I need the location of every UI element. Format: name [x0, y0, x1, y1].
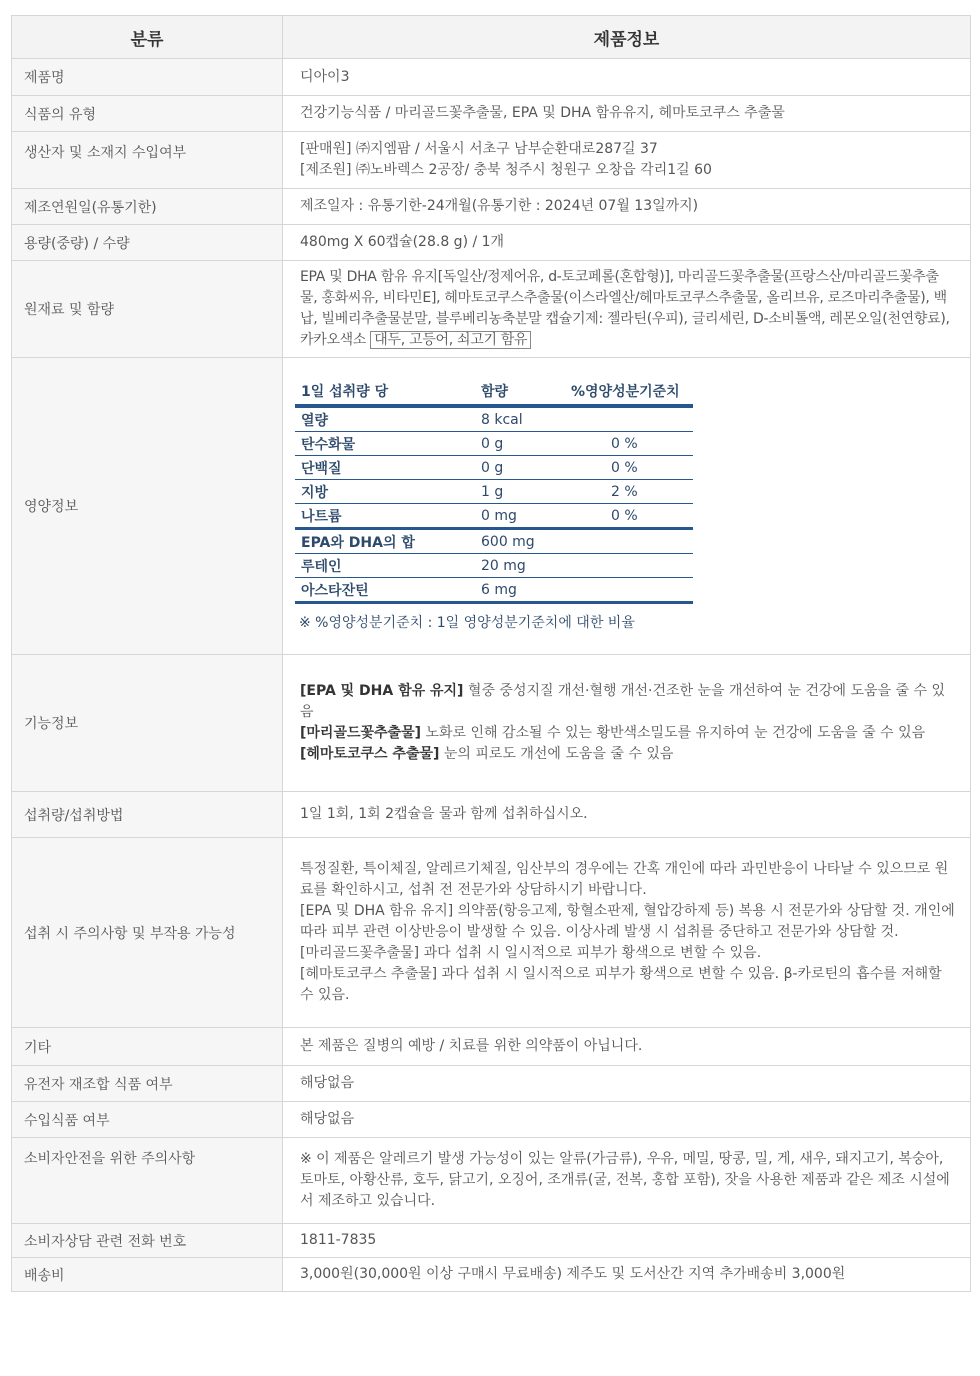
value-intake: 1일 1회, 1회 2캡슐을 물과 함께 섭취하십시오. [283, 792, 971, 838]
nutrition-row [295, 504, 693, 529]
row-gmo [12, 1066, 971, 1102]
row-caution [12, 838, 971, 1028]
ingredients-text: EPA 및 DHA 함유 유지[독일산/정제어유, d-토코페롤(혼합형)], 마리골드꽃추출물(프랑스산/마리골드꽃추출물, 홍화씨유, 비타민E], 헤마토코쿠스추출물(이스라엘산/헤마토코쿠스추출물, 올리브유, 로즈마리추출물), 백납, 빌베리추출물분말, 블루베리농축분말 캡슐기제: 젤라틴(우피), 글리세린, D-소비톨액, 레몬오일(천연향료), 카카오색소 [300, 269, 950, 348]
row-function [12, 655, 971, 792]
nutrient-name: 열량 [295, 406, 475, 432]
function-text: 눈의 피로도 개선에 도움을 줄 수 있음 [439, 746, 674, 762]
caution-line: [마리골드꽃추출물] 과다 섭취 시 일시적으로 피부가 황색으로 변할 수 있음. [300, 945, 762, 961]
nutrient-name: EPA와 DHA의 합 [295, 529, 475, 554]
caution-line: [EPA 및 DHA 함유 유지] 의약품(항응고제, 항혈소판제, 혈압강하제 등) 복용 시 전문가와 상담할 것. 개인에 따라 피부 관련 이상반응이 발생할 수 있음. 이상사례 발생 시 섭취를 중단하고 전문가와 상담할 것. [300, 903, 955, 940]
nutrient-pct [565, 406, 693, 432]
nutrient-amount: 6 mg [475, 578, 565, 603]
function-title: [마리골드꽃추출물] [300, 725, 421, 741]
header-product-info: 제품정보 [283, 16, 971, 59]
nutrient-pct: 0 % [565, 456, 693, 480]
caution-line: 특정질환, 특이체질, 알레르기체질, 임산부의 경우에는 간혹 개인에 따라 과민반응이 나타날 수 있으므로 원료를 확인하시고, 섭취 전 전문가와 상담하시기 바랍니다. [300, 861, 949, 898]
nutrient-amount: 8 kcal [475, 406, 565, 432]
value-function [283, 655, 971, 792]
value-ingredients [283, 261, 971, 358]
function-text: 혈중 중성지질 개선·혈행 개선·건조한 눈을 개선하여 눈 건강에 도움을 줄 수 있음 [300, 683, 946, 720]
nutrient-name: 지방 [295, 480, 475, 504]
label-nutrition: 영양정보 [12, 358, 283, 655]
value-nutrition [283, 358, 971, 655]
value-imported: 해당없음 [283, 1102, 971, 1138]
function-title: [헤마토코쿠스 추출물] [300, 746, 440, 762]
nutrient-name: 나트륨 [295, 504, 475, 529]
row-volume [12, 225, 971, 261]
value-food-type: 건강기능식품 / 마리골드꽃추출물, EPA 및 DHA 함유유지, 헤마토코쿠스 추출물 [283, 96, 971, 132]
seller-line: [판매원] ㈜지엠팜 / 서울시 서초구 남부순환대로287길 37 [300, 141, 658, 157]
label-gmo: 유전자 재조합 식품 여부 [12, 1066, 283, 1102]
table-header [12, 16, 971, 59]
caution-line: [헤마토코쿠스 추출물] 과다 섭취 시 일시적으로 피부가 황색으로 변할 수 있음. β-카로틴의 흡수를 저해할 수 있음. [300, 966, 942, 1003]
nutrition-header-pct: %영양성분기준치 [565, 378, 693, 406]
nutrient-amount: 20 mg [475, 554, 565, 578]
nutrition-row [295, 406, 693, 432]
label-shipping: 배송비 [12, 1258, 283, 1292]
row-phone [12, 1224, 971, 1258]
nutrition-row [295, 432, 693, 456]
row-intake [12, 792, 971, 838]
nutrition-header-serving: 1일 섭취량 당 [295, 378, 475, 406]
row-shipping [12, 1258, 971, 1292]
label-function: 기능정보 [12, 655, 283, 792]
manufacturer-line: [제조원] ㈜노바렉스 2공장/ 충북 청주시 청원구 오창읍 각리1길 60 [300, 162, 712, 178]
row-consumer-safety [12, 1138, 971, 1224]
value-product-name: 디아이3 [283, 59, 971, 96]
value-shipping: 3,000원(30,000원 이상 구매시 무료배송) 제주도 및 도서산간 지역 추가배송비 3,000원 [283, 1258, 971, 1292]
nutrition-row [295, 578, 693, 603]
function-item [300, 723, 956, 744]
label-product-name: 제품명 [12, 59, 283, 96]
nutrient-name: 탄수화물 [295, 432, 475, 456]
value-consumer-safety: ※ 이 제품은 알레르기 발생 가능성이 있는 알류(가금류), 우유, 메밀, 땅콩, 밀, 게, 새우, 돼지고기, 복숭아, 토마토, 아황산류, 호두, 닭고기, 오징어, 조개류(굴, 전복, 홍합 포함), 잣을 사용한 제품과 같은 제조 시설에서 제조하고 있습니다. [283, 1138, 971, 1224]
row-imported [12, 1102, 971, 1138]
value-volume: 480mg X 60캡슐(28.8 g) / 1개 [283, 225, 971, 261]
nutrient-pct: 0 % [565, 432, 693, 456]
function-item [300, 744, 956, 765]
nutrition-row [295, 529, 693, 554]
nutrient-name: 루테인 [295, 554, 475, 578]
function-item [300, 681, 956, 723]
row-food-type [12, 96, 971, 132]
nutrition-facts-table [295, 378, 693, 604]
allergen-box: 대두, 고등어, 쇠고기 함유 [370, 331, 531, 349]
label-consumer-safety: 소비자안전을 위한 주의사항 [12, 1138, 283, 1224]
label-imported: 수입식품 여부 [12, 1102, 283, 1138]
nutrient-amount: 0 g [475, 456, 565, 480]
function-title: [EPA 및 DHA 함유 유지] [300, 683, 464, 699]
value-etc: 본 제품은 질병의 예방 / 치료를 위한 의약품이 아닙니다. [283, 1028, 971, 1066]
row-product-name [12, 59, 971, 96]
value-gmo: 해당없음 [283, 1066, 971, 1102]
label-expiry: 제조연원일(유통기한) [12, 189, 283, 225]
label-phone: 소비자상담 관련 전화 번호 [12, 1224, 283, 1258]
nutrition-header-amount: 함량 [475, 378, 565, 406]
nutrient-name: 단백질 [295, 456, 475, 480]
nutrition-row [295, 456, 693, 480]
nutrient-amount: 1 g [475, 480, 565, 504]
nutrient-pct [565, 578, 693, 603]
row-etc [12, 1028, 971, 1066]
label-ingredients: 원재료 및 함량 [12, 261, 283, 358]
nutrient-pct: 2 % [565, 480, 693, 504]
nutrient-amount: 0 g [475, 432, 565, 456]
value-expiry: 제조일자 : 유통기한-24개월(유통기한 : 2024년 07월 13일까지) [283, 189, 971, 225]
value-caution [283, 838, 971, 1028]
header-category: 분류 [12, 16, 283, 59]
nutrition-row [295, 480, 693, 504]
nutrition-row [295, 554, 693, 578]
label-intake: 섭취량/섭취방법 [12, 792, 283, 838]
row-ingredients [12, 261, 971, 358]
label-caution: 섭취 시 주의사항 및 부작용 가능성 [12, 838, 283, 1028]
nutrient-pct: 0 % [565, 504, 693, 529]
label-food-type: 식품의 유형 [12, 96, 283, 132]
row-nutrition [12, 358, 971, 655]
value-producer [283, 132, 971, 189]
nutrient-amount: 600 mg [475, 529, 565, 554]
nutrient-pct [565, 529, 693, 554]
nutrient-amount: 0 mg [475, 504, 565, 529]
label-volume: 용량(중량) / 수량 [12, 225, 283, 261]
label-producer: 생산자 및 소재지 수입여부 [12, 132, 283, 189]
row-producer [12, 132, 971, 189]
product-info-table [11, 15, 971, 1292]
label-etc: 기타 [12, 1028, 283, 1066]
value-phone: 1811-7835 [283, 1224, 971, 1258]
nutrient-name: 아스타잔틴 [295, 578, 475, 603]
nutrition-header-row [295, 378, 693, 406]
nutrition-note: ※ %영양성분기준치 : 1일 영양성분기준치에 대한 비율 [299, 615, 635, 631]
function-text: 노화로 인해 감소될 수 있는 황반색소밀도를 유지하여 눈 건강에 도움을 줄 수 있음 [421, 725, 926, 741]
row-expiry [12, 189, 971, 225]
nutrient-pct [565, 554, 693, 578]
